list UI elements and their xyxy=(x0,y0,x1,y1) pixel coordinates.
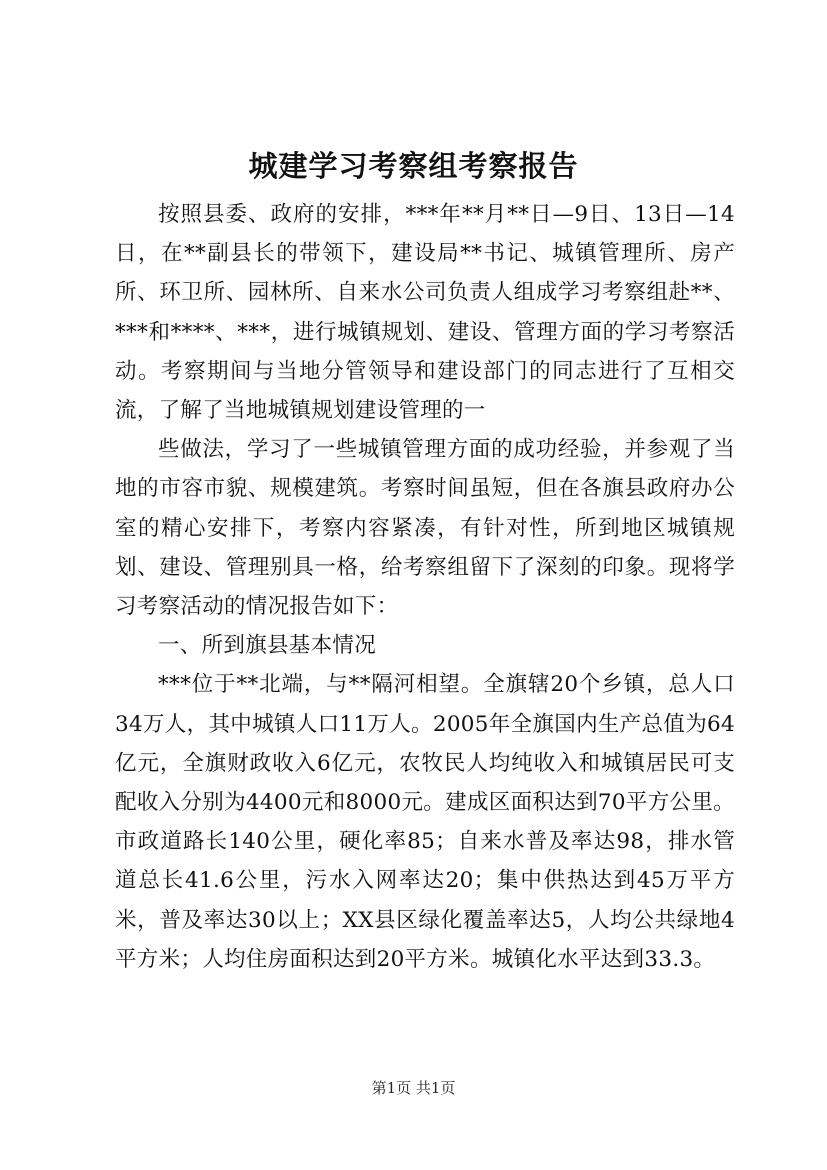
paragraph-overview: 些做法，学习了一些城镇管理方面的成功经验，并参观了当地的市容市貌、规模建筑。考察时间虽短，但在各旗县政府办公室的精心安排下，考察内容紧凑，有针对性，所到地区城镇规划、建设、管理别具一格，给考察组留下了深刻的印象。现将学习考察活动的情况报告如下： xyxy=(115,437,735,620)
page-number-label: 第1页 共1页 xyxy=(371,1079,456,1097)
page-footer xyxy=(0,1078,827,1098)
paragraph-county-stats: ***位于**北端，与**隔河相望。全旗辖20个乡镇，总人口34万人，其中城镇人口11万人。2005年全旗国内生产总值为64亿元，全旗财政收入6亿元，农牧民人均纯收入和城镇居民可支配收入分别为4400元和8000元。建成区面积达到70平方公里。市政道路长140公里，硬化率85；自来水普及率达98，排水管道总长41.6公里，污水入网率达20；集中供热达到45万平方米，普及率达30以上；XX县区绿化覆盖率达5，人均公共绿地4平方米；人均住房面积达到20平方米。城镇化水平达到33.3。 xyxy=(115,672,735,972)
paragraph-intro: 按照县委、政府的安排，***年**月**日—9日、13日—14日，在**副县长的带领下，建设局**书记、城镇管理所、房产所、环卫所、园林所、自来水公司负责人组成学习考察组赴**、***和****、***，进行城镇规划、建设、管理方面的学习考察活动。考察期间与当地分管领导和建设部门的同志进行了互相交流，了解了当地城镇规划建设管理的一 xyxy=(115,202,735,424)
document-title: 城建学习考察组考察报告 xyxy=(248,149,579,183)
section-heading-basic-info: 一、所到旗县基本情况 xyxy=(158,633,377,659)
document-body xyxy=(115,195,735,979)
